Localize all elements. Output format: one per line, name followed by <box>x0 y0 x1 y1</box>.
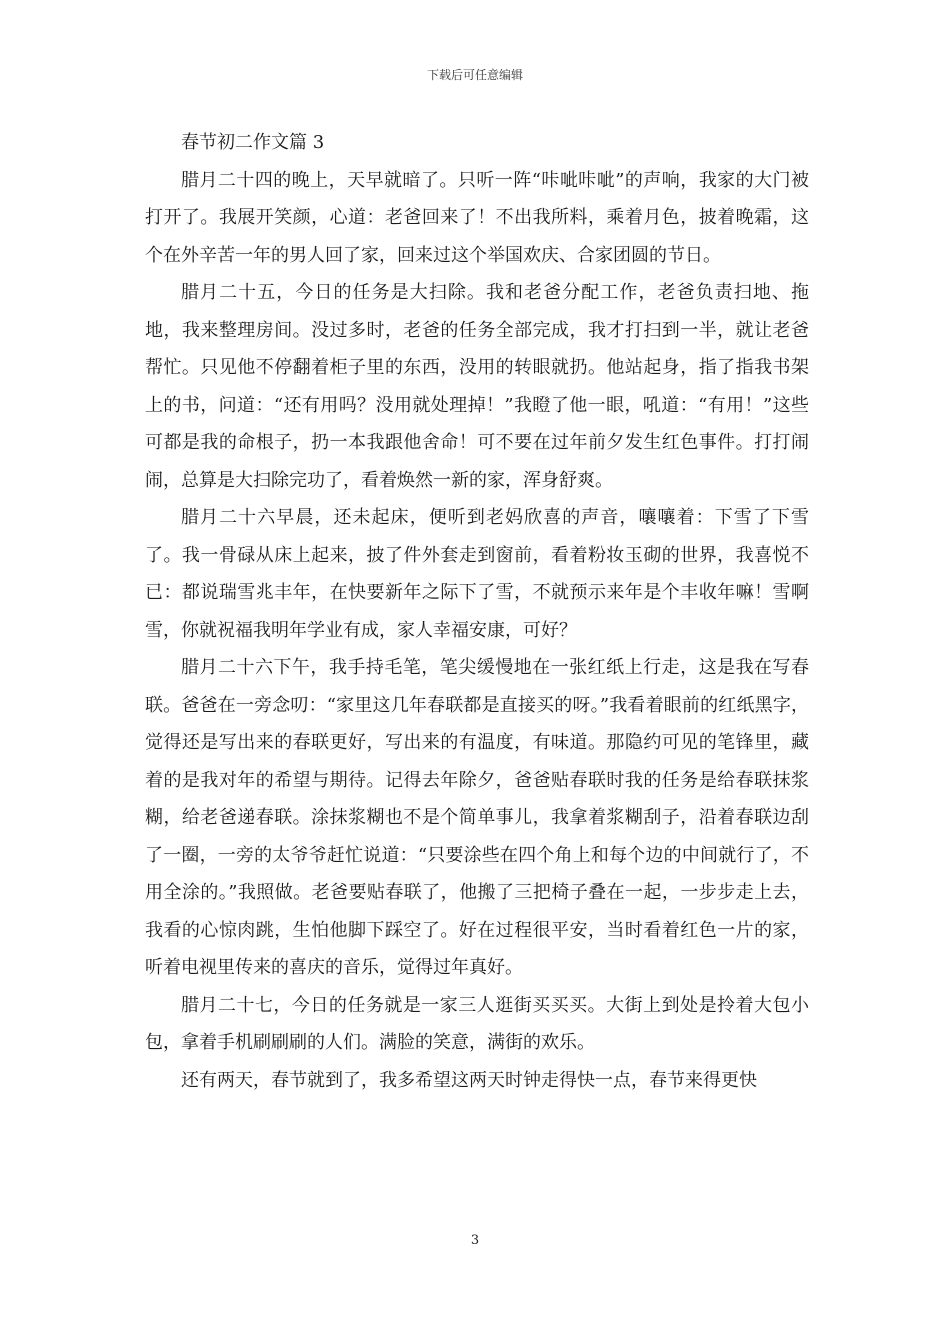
paragraph: 腊月二十四的晚上，天早就暗了。只听一阵“咔呲咔呲”的声响，我家的大门被打开了。我展开笑颜，心道：老爸回来了！不出我所料，乘着月色，披着晚霜，这个在外辛苦一年的男人回了家，回来过这个举国欢庆、合家团圆的节日。 <box>145 169 809 266</box>
page-header: 下载后可任意编辑 <box>426 68 523 82</box>
paragraph: 腊月二十五，今日的任务是大扫除。我和老爸分配工作，老爸负责扫地、拖地，我来整理房间。没过多时，老爸的任务全部完成，我才打扫到一半，就让老爸帮忙。只见他不停翻着柜子里的东西，没用的转眼就扔。他站起身，指了指我书架上的书，问道：“还有用吗？没用就处理掉！”我瞪了他一眼，吼道：“有用！”这些可都是我的命根子，扔一本我跟他舍命！可不要在过年前夕发生红色事件。打打闹闹，总算是大扫除完功了，看着焕然一新的家，浑身舒爽。 <box>145 282 809 491</box>
document-body <box>145 124 809 1099</box>
page-number: 3 <box>470 1233 480 1248</box>
paragraph: 腊月二十七，今日的任务就是一家三人逛街买买买。大街上到处是拎着大包小包，拿着手机刷刷刷的人们。满脸的笑意，满街的欢乐。 <box>145 994 809 1053</box>
document-title: 春节初二作文篇 3 <box>181 132 325 153</box>
paragraph: 腊月二十六早晨，还未起床，便听到老妈欣喜的声音，嚷嚷着：下雪了下雪了。我一骨碌从床上起来，披了件外套走到窗前，看着粉妆玉砌的世界，我喜悦不已：都说瑞雪兆丰年，在快要新年之际下了雪，不就预示来年是个丰收年嘛！雪啊雪，你就祝福我明年学业有成，家人幸福安康，可好？ <box>145 507 809 641</box>
paragraph: 腊月二十六下午，我手持毛笔，笔尖缓慢地在一张红纸上行走，这是我在写春联。爸爸在一旁念叨：“家里这几年春联都是直接买的呀。”我看着眼前的红纸黑字，觉得还是写出来的春联更好，写出来的有温度，有味道。那隐约可见的笔锋里，藏着的是我对年的希望与期待。记得去年除夕，爸爸贴春联时我的任务是给春联抹浆糊，给老爸递春联。涂抹浆糊也不是个简单事儿，我拿着浆糊刮子，沿着春联边刮了一圈，一旁的太爷爷赶忙说道：“只要涂些在四个角上和每个边的中间就行了，不用全涂的。”我照做。老爸要贴春联了，他搬了三把椅子叠在一起，一步步走上去，我看的心惊肉跳，生怕他脚下踩空了。好在过程很平安，当时看着红色一片的家，听着电视里传来的喜庆的音乐，觉得过年真好。 <box>145 657 809 978</box>
paragraph: 还有两天，春节就到了，我多希望这两天时钟走得快一点，春节来得更快 <box>181 1069 757 1091</box>
